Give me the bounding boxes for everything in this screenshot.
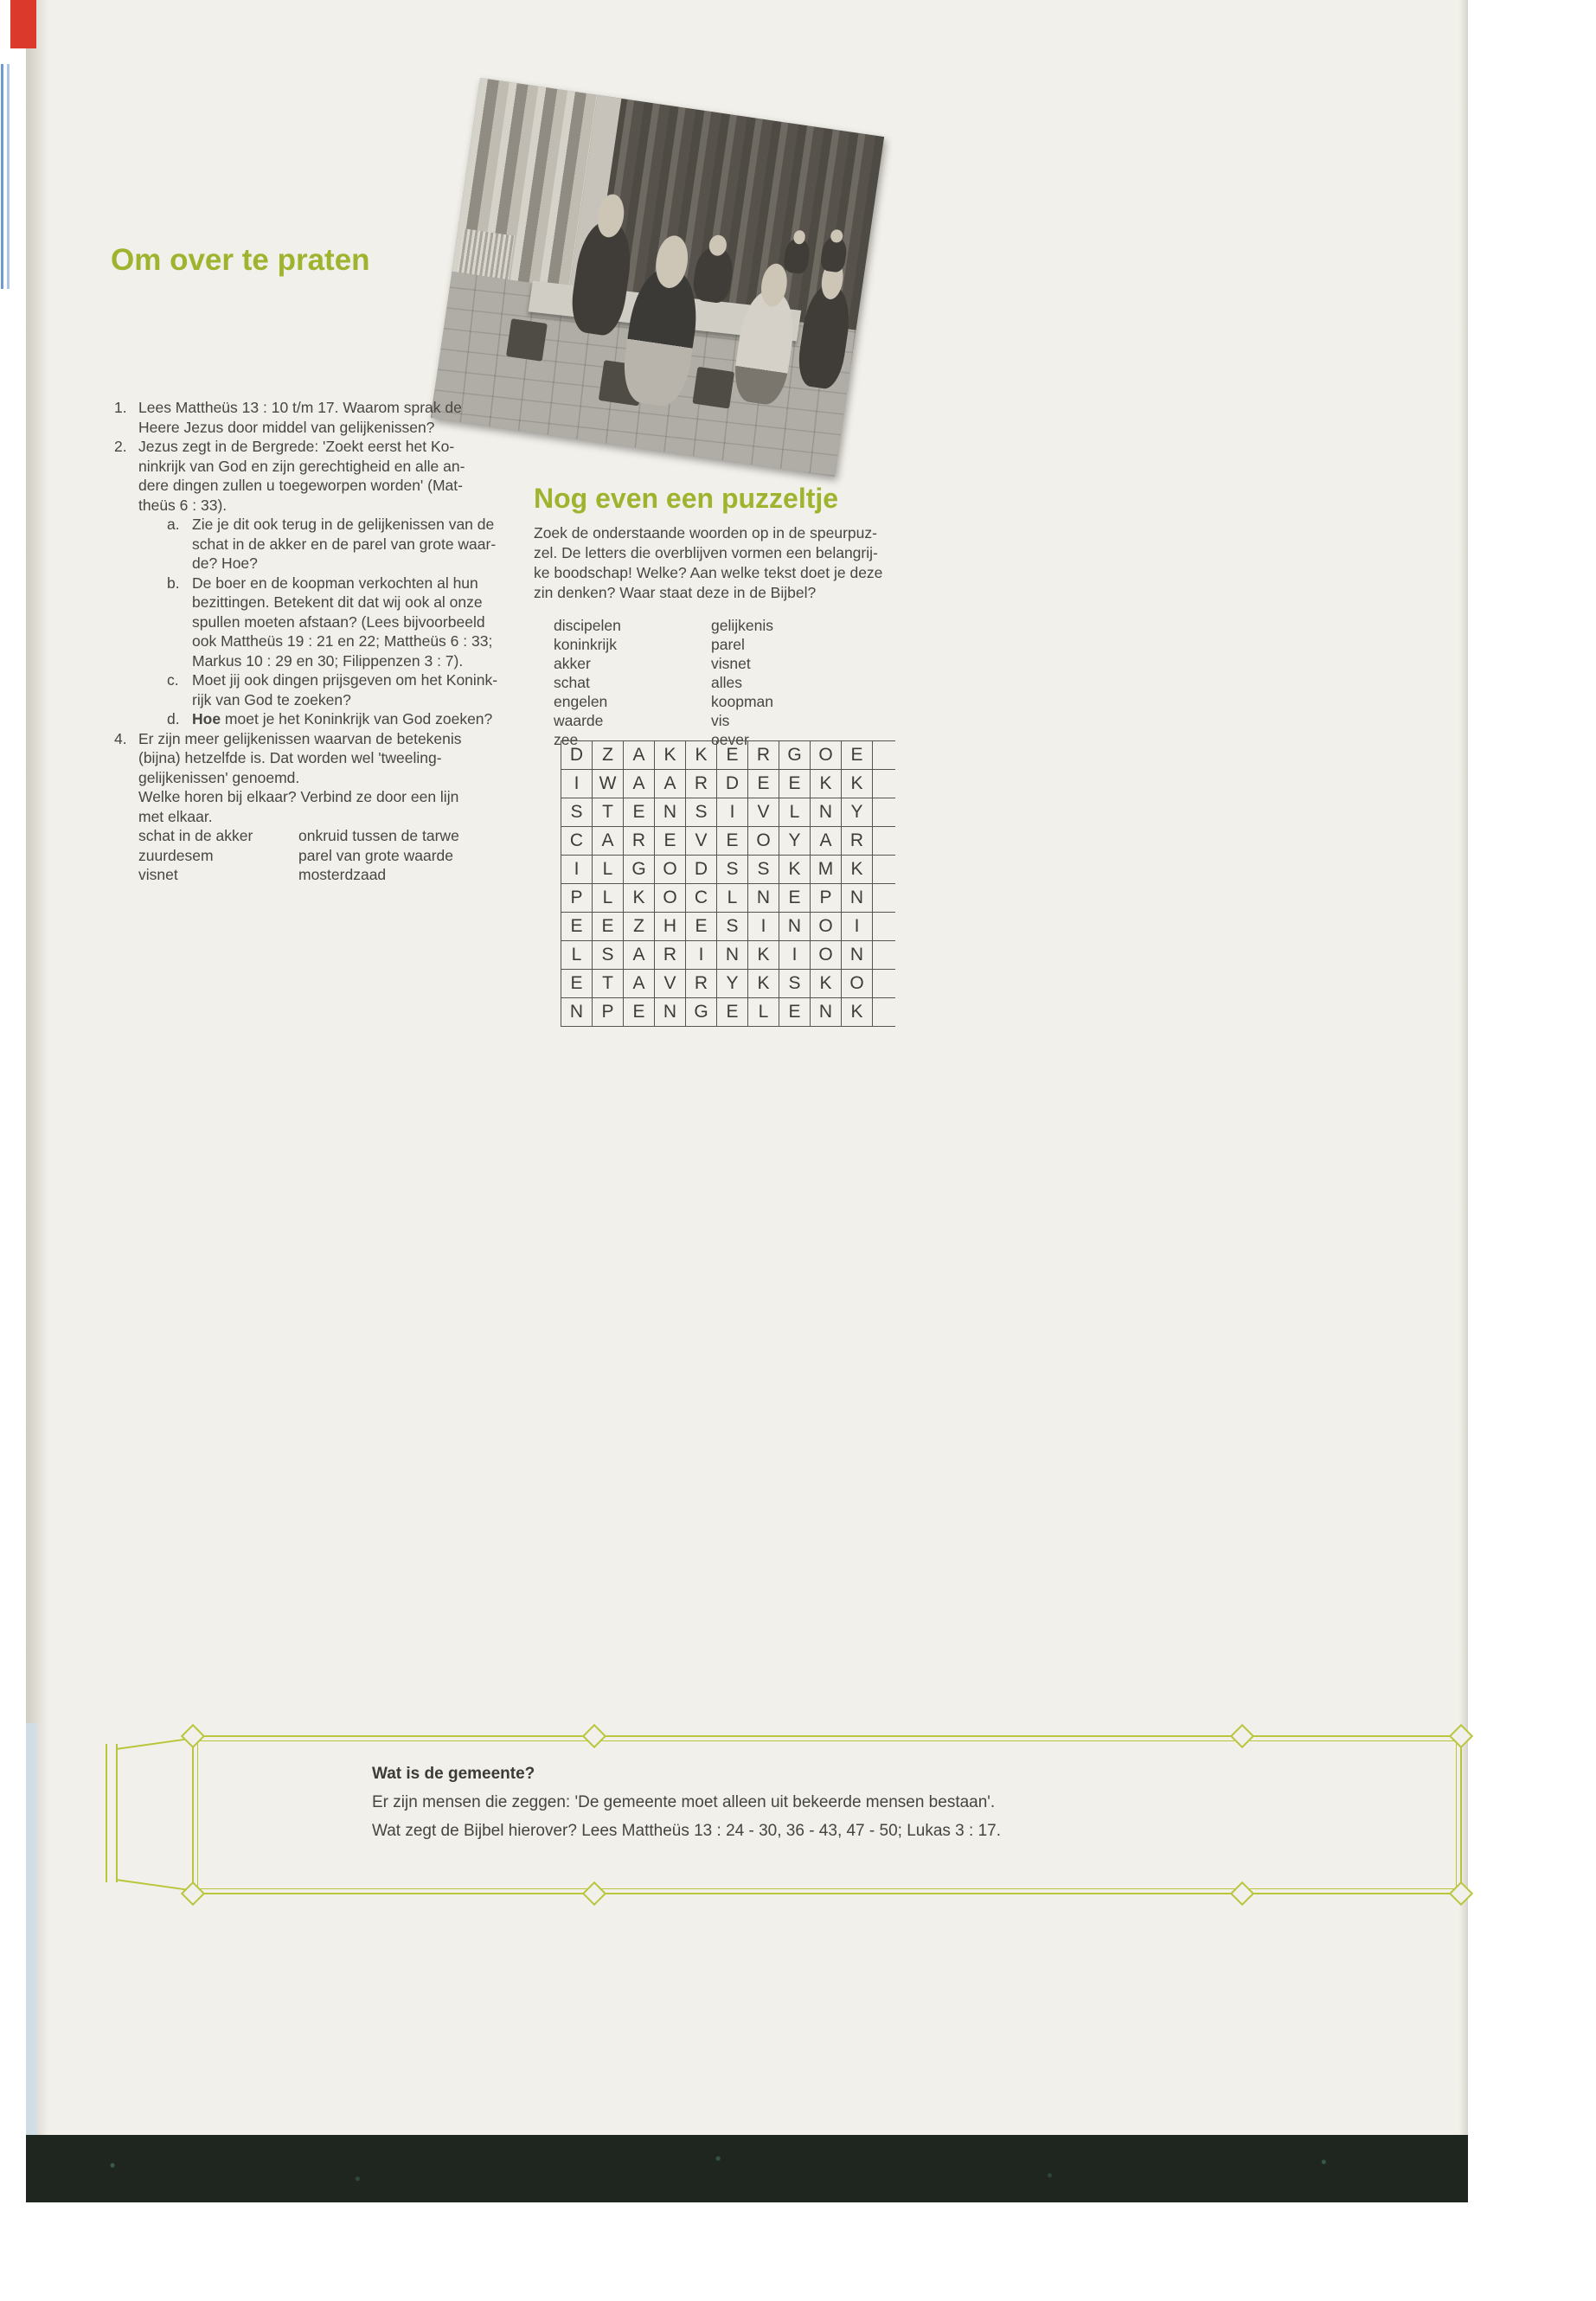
grid-cell: A (624, 741, 655, 770)
grid-cell: L (779, 798, 811, 827)
grid-cell: L (593, 856, 624, 884)
footer-box-line: Wat zegt de Bijbel hierover? Lees Mattheüs 13 : 24 - 30, 36 - 43, 47 - 50; Lukas 3 : 17. (372, 1822, 1002, 1840)
word-left: koninkrijk (554, 636, 617, 653)
grid-cell: V (655, 970, 686, 998)
grid-cell: V (686, 827, 717, 856)
question-line: d. Hoe moet je het Koninkrijk van God zoeken? (167, 710, 493, 727)
grid-row (561, 770, 896, 798)
question-line: theüs 6 : 33). (138, 496, 228, 514)
grid-cell: K (811, 970, 842, 998)
grid-row (561, 970, 896, 998)
grid-cell: A (624, 970, 655, 998)
word-right: gelijkenis (711, 617, 773, 634)
question-marker: a. (167, 516, 180, 533)
grid-cell: E (748, 770, 779, 798)
question-line: (bijna) hetzelfde is. Dat worden wel 'tweeling- (138, 749, 442, 766)
grid-row-extension (873, 998, 896, 1027)
grid-cell: K (779, 856, 811, 884)
grid-row (561, 827, 896, 856)
question-line: Welke horen bij elkaar? Verbind ze door een lijn (138, 788, 459, 805)
grid-cell: N (842, 941, 873, 970)
grid-row-extension (873, 827, 896, 856)
grid-cell: O (842, 970, 873, 998)
pair-left-term: zuurdesem (138, 846, 214, 864)
section-heading-puzzle: Nog even een puzzeltje (534, 483, 839, 514)
grid-cell: N (561, 998, 593, 1027)
grid-cell: N (655, 798, 686, 827)
grid-cell: S (561, 798, 593, 827)
grid-cell: D (717, 770, 748, 798)
grid-cell: T (593, 798, 624, 827)
grid-cell: S (593, 941, 624, 970)
grid-cell: P (811, 884, 842, 913)
grid-cell: C (686, 884, 717, 913)
grid-cell: S (748, 856, 779, 884)
grid-cell: E (561, 913, 593, 941)
grid-row-extension (873, 856, 896, 884)
question-line: 1. Lees Mattheüs 13 : 10 t/m 17. Waarom sprak de (114, 399, 462, 416)
grid-cell: R (748, 741, 779, 770)
grid-row-extension (873, 884, 896, 913)
grid-row-extension (873, 798, 896, 827)
grid-cell: R (655, 941, 686, 970)
question-marker: d. (167, 710, 180, 727)
pair-right-term: parel van grote waarde (298, 846, 453, 864)
word-right: vis (711, 712, 730, 729)
grid-cell: E (779, 884, 811, 913)
photo-chair (693, 367, 734, 409)
twin-parable-pair (114, 865, 547, 885)
word-right: koopman (711, 693, 773, 710)
grid-row-extension (873, 770, 896, 798)
pair-right-term: onkruid tussen de tarwe (298, 827, 459, 844)
grid-cell: P (593, 998, 624, 1027)
grid-cell: O (655, 856, 686, 884)
grid-cell: L (717, 884, 748, 913)
grid-cell: K (748, 970, 779, 998)
puzzle-intro-line: zel. De letters die overblijven vormen een belangrij- (534, 544, 878, 561)
section-heading-talk: Om over te praten (111, 243, 370, 277)
word-row (534, 655, 906, 674)
question-line: de? Hoe? (192, 554, 258, 572)
grid-cell: S (717, 913, 748, 941)
word-row (534, 617, 906, 636)
grid-cell: I (748, 913, 779, 941)
grid-cell: E (779, 998, 811, 1027)
grid-cell: L (593, 884, 624, 913)
grid-row (561, 741, 896, 770)
word-left: schat (554, 674, 590, 691)
word-right: oever (711, 731, 749, 748)
grid-cell: O (655, 884, 686, 913)
question-marker: 1. (114, 399, 127, 416)
grid-cell: N (842, 884, 873, 913)
grid-cell: H (655, 913, 686, 941)
grid-cell: T (593, 970, 624, 998)
grid-cell: E (655, 827, 686, 856)
grid-cell: Z (593, 741, 624, 770)
grid-cell: A (624, 941, 655, 970)
question-line: a. Zie je dit ook terug in de gelijkenissen van de (167, 516, 495, 533)
frame-ribbon-left (106, 1744, 118, 1882)
grid-cell: N (779, 913, 811, 941)
grid-cell: G (624, 856, 655, 884)
photo-chair (506, 318, 548, 361)
question-line: spullen moeten afstaan? (Lees bijvoorbeeld (192, 612, 485, 631)
grid-cell: K (624, 884, 655, 913)
grid-cell: S (779, 970, 811, 998)
grid-cell: E (561, 970, 593, 998)
puzzle-intro-line: zin denken? Waar staat deze in de Bijbel? (534, 584, 817, 601)
word-row (534, 636, 906, 655)
photo-radiator (456, 228, 515, 280)
question-line: ninkrijk van God en zijn gerechtigheid en alle an- (138, 457, 465, 475)
grid-cell: E (624, 998, 655, 1027)
word-right: parel (711, 636, 745, 653)
word-left: waarde (554, 712, 604, 729)
grid-cell: M (811, 856, 842, 884)
question-line: b. De boer en de koopman verkochten al hun (167, 574, 478, 592)
word-left: engelen (554, 693, 608, 710)
word-row (534, 674, 906, 693)
pair-right-term: mosterdzaad (298, 866, 387, 883)
twin-parable-pair (114, 826, 547, 846)
book-cover-strip (26, 2135, 1468, 2202)
puzzle-intro-line: ke boodschap! Welke? Aan welke tekst doet je deze (534, 564, 883, 581)
grid-cell: K (842, 998, 873, 1027)
twin-parable-pair (114, 846, 547, 866)
question-marker: 2. (114, 438, 127, 455)
grid-cell: I (561, 856, 593, 884)
discussion-questions (114, 398, 547, 885)
grid-cell: K (842, 770, 873, 798)
question-marker: c. (167, 671, 179, 689)
grid-cell: Z (624, 913, 655, 941)
grid-cell: L (561, 941, 593, 970)
page-paper (26, 0, 1468, 2137)
grid-cell: N (717, 941, 748, 970)
grid-cell: R (842, 827, 873, 856)
question-lines (114, 398, 547, 885)
grid-cell: N (811, 998, 842, 1027)
grid-cell: O (811, 941, 842, 970)
question-marker: 4. (114, 729, 127, 747)
word-left: discipelen (554, 617, 621, 634)
puzzle-intro-line: Zoek de onderstaande woorden op in de speurpuz- (534, 524, 877, 542)
grid-cell: S (717, 856, 748, 884)
grid-row (561, 884, 896, 913)
question-line: dere dingen zullen u toegeworpen worden' (Mat- (138, 477, 463, 494)
question-line: rijk van God te zoeken? (192, 690, 351, 708)
grid-row (561, 913, 896, 941)
grid-cell: A (655, 770, 686, 798)
grid-cell: K (686, 741, 717, 770)
question-line: ook Mattheüs 19 : 21 en 22; Mattheüs 6 : 33; (192, 632, 493, 650)
grid-row (561, 856, 896, 884)
grid-cell: Y (842, 798, 873, 827)
grid-cell: S (686, 798, 717, 827)
word-row (534, 693, 906, 712)
pair-left-term: schat in de akker (138, 827, 253, 844)
grid-row (561, 941, 896, 970)
grid-cell: R (686, 970, 717, 998)
grid-cell: N (811, 798, 842, 827)
grid-cell: E (624, 798, 655, 827)
word-right: visnet (711, 655, 751, 672)
grid-cell: N (655, 998, 686, 1027)
grid-cell: E (779, 770, 811, 798)
grid-cell: W (593, 770, 624, 798)
grid-cell: I (686, 941, 717, 970)
grid-cell: E (717, 827, 748, 856)
grid-cell: O (811, 741, 842, 770)
word-left: zee (554, 731, 579, 748)
grid-cell: E (686, 913, 717, 941)
grid-cell: R (624, 827, 655, 856)
grid-cell: O (748, 827, 779, 856)
question-line: gelijkenissen' genoemd. (138, 768, 300, 786)
word-search-table (561, 740, 895, 1027)
grid-cell: A (811, 827, 842, 856)
blue-page-edge (26, 1723, 37, 2135)
grid-cell: L (748, 998, 779, 1027)
question-line: bezittingen. Betekent dit dat wij ook al onze (192, 593, 483, 611)
footer-box-line: Er zijn mensen die zeggen: 'De gemeente moet alleen uit bekeerde mensen bestaan'. (372, 1793, 996, 1811)
grid-row-extension (873, 941, 896, 970)
grid-cell: C (561, 827, 593, 856)
grid-cell: K (655, 741, 686, 770)
red-corner-mark (10, 0, 36, 48)
question-line: Heere Jezus door middel van gelijkenissen? (138, 418, 435, 436)
question-line: 4. Er zijn meer gelijkenissen waarvan de betekenis (114, 729, 462, 747)
grid-row (561, 798, 896, 827)
grid-cell: K (842, 856, 873, 884)
grid-cell: G (779, 741, 811, 770)
blue-margin-lines (1, 64, 10, 289)
grid-cell: A (593, 827, 624, 856)
question-marker: b. (167, 574, 180, 592)
question-line: met elkaar. (138, 807, 213, 825)
grid-row (561, 998, 896, 1027)
grid-cell: Y (717, 970, 748, 998)
question-line: Markus 10 : 29 en 30; Filippenzen 3 : 7). (192, 651, 464, 670)
grid-cell: G (686, 998, 717, 1027)
grid-cell: K (748, 941, 779, 970)
grid-cell: E (593, 913, 624, 941)
puzzle-word-list (534, 617, 906, 750)
question-line: schat in de akker en de parel van grote waar- (192, 535, 497, 553)
grid-cell: I (779, 941, 811, 970)
grid-cell: A (624, 770, 655, 798)
puzzle-section (534, 483, 906, 750)
word-left: akker (554, 655, 591, 672)
grid-row-extension (873, 970, 896, 998)
pair-left-term: visnet (138, 866, 178, 883)
grid-cell: E (717, 998, 748, 1027)
grid-cell: E (842, 741, 873, 770)
grid-cell: V (748, 798, 779, 827)
grid-cell: K (811, 770, 842, 798)
grid-cell: I (717, 798, 748, 827)
grid-cell: Y (779, 827, 811, 856)
question-line: 2. Jezus zegt in de Bergrede: 'Zoekt eerst het Ko- (114, 438, 455, 455)
grid-cell: I (561, 770, 593, 798)
grid-cell: D (686, 856, 717, 884)
question-line: c. Moet jij ook dingen prijsgeven om het Konink- (167, 671, 498, 689)
grid-cell: O (811, 913, 842, 941)
word-row (534, 712, 906, 731)
grid-cell: P (561, 884, 593, 913)
grid-cell: D (561, 741, 593, 770)
grid-cell: I (842, 913, 873, 941)
footer-box-title: Wat is de gemeente? (372, 1765, 535, 1783)
grid-row-extension (873, 741, 896, 770)
grid-cell: E (717, 741, 748, 770)
grid-cell: N (748, 884, 779, 913)
word-right: alles (711, 674, 742, 691)
footer-box-text (372, 1759, 1001, 1845)
grid-row-extension (873, 913, 896, 941)
word-search-grid (561, 740, 895, 1027)
grid-cell: R (686, 770, 717, 798)
